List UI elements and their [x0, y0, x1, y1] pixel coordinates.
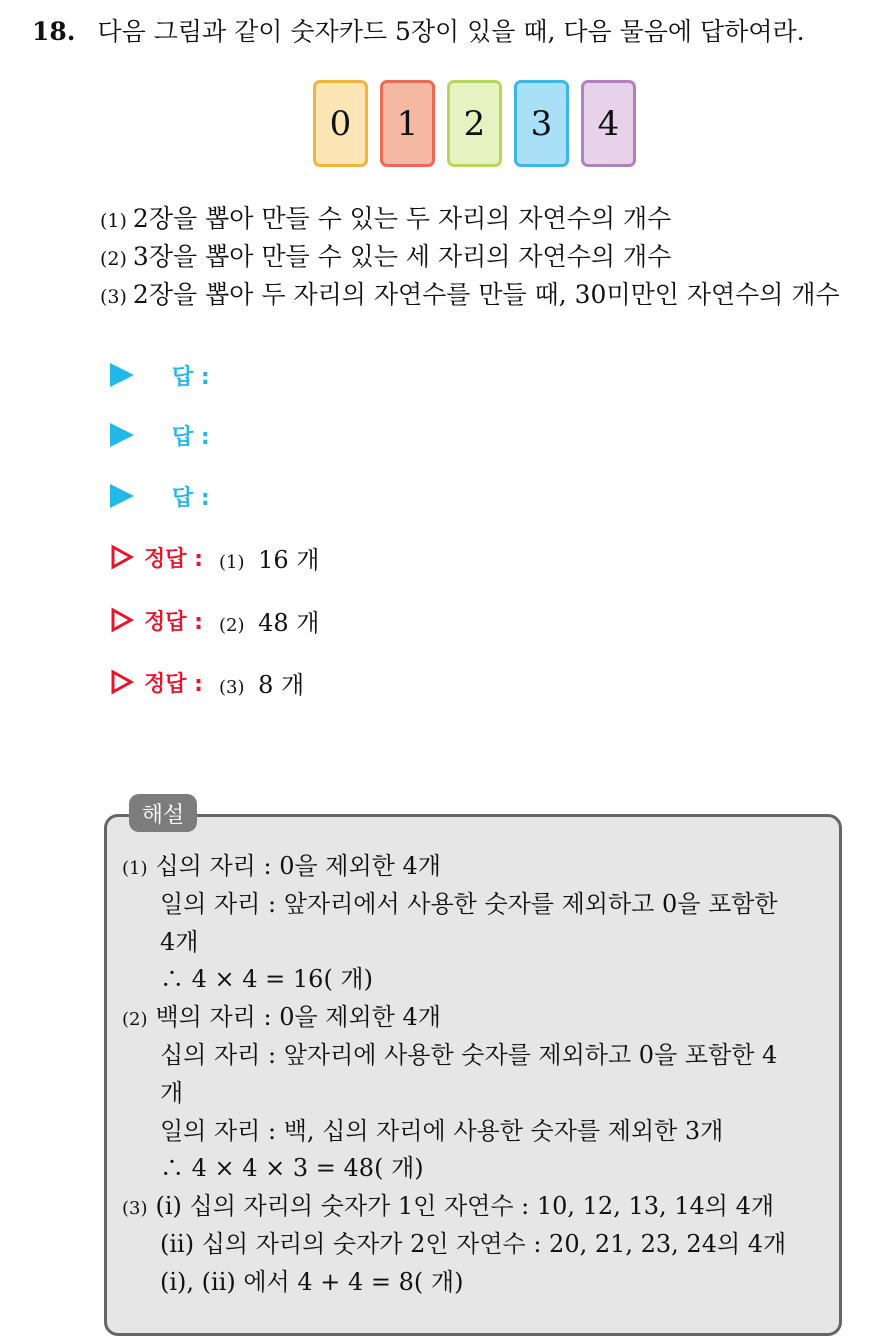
problem-prompt: 다음 그림과 같이 숫자카드 5장이 있을 때, 다음 물음에 답하여라. [97, 17, 805, 46]
outline-triangle-icon [110, 607, 134, 633]
play-triangle-icon [110, 363, 134, 387]
answer-key-label: 정답 : [144, 546, 203, 572]
answer-key-3 [110, 662, 304, 702]
play-triangle-icon [110, 423, 134, 447]
answer-key-label: 정답 : [144, 609, 203, 635]
explanation-line: 4개 [160, 927, 199, 956]
explanation-line: ∴ 4 × 4 × 3 = 48( 개) [160, 1154, 424, 1183]
explanation-line: ∴ 4 × 4 = 16( 개) [160, 965, 373, 994]
problem-number: 18. [32, 17, 76, 46]
explanation-line: (2) 백의 자리 : 0을 제외한 4개 [122, 1003, 441, 1032]
explanation-line: 십의 자리 : 앞자리에 사용한 숫자를 제외하고 0을 포함한 4 [160, 1040, 778, 1069]
answer-blank-2[interactable] [110, 415, 210, 455]
number-card-3: 3 [514, 80, 569, 167]
answer-key-value: (2) 48 개 [218, 608, 320, 637]
number-card-4: 4 [581, 80, 636, 167]
answer-blank-1[interactable] [110, 355, 210, 395]
outline-triangle-icon [110, 544, 134, 570]
number-cards [313, 80, 636, 167]
question-item: (3) 2장을 뽑아 두 자리의 자연수를 만들 때, 30미만인 자연수의 개수 [100, 280, 840, 309]
answer-blank-3[interactable] [110, 476, 210, 516]
number-card-1: 1 [380, 80, 435, 167]
answer-key-value: (1) 16 개 [218, 545, 320, 574]
explanation-line: (3) (i) 십의 자리의 숫자가 1인 자연수 : 10, 12, 13, 14의 4개 [122, 1192, 775, 1221]
number-card-0: 0 [313, 80, 368, 167]
answer-label: 답 : [172, 364, 210, 390]
answer-key-1 [110, 537, 319, 577]
explanation-line: (ii) 십의 자리의 숫자가 2인 자연수 : 20, 21, 23, 24의 4개 [160, 1229, 787, 1258]
play-triangle-icon [110, 484, 134, 508]
explanation-tag: 해설 [129, 794, 197, 832]
explanation-lines [122, 848, 786, 1302]
question-item: (2) 3장을 뽑아 만들 수 있는 세 자리의 자연수의 개수 [100, 242, 672, 271]
number-card-2: 2 [447, 80, 502, 167]
explanation-line: 개 [160, 1078, 184, 1107]
explanation-line: 일의 자리 : 백, 십의 자리에 사용한 숫자를 제외한 3개 [160, 1116, 724, 1145]
answer-key-value: (3) 8 개 [218, 670, 305, 699]
explanation-line: 일의 자리 : 앞자리에서 사용한 숫자를 제외하고 0을 포함한 [160, 889, 778, 918]
explanation-line: (i), (ii) 에서 4 + 4 = 8( 개) [160, 1267, 464, 1296]
answer-key-2 [110, 600, 319, 640]
outline-triangle-icon [110, 669, 134, 695]
sub-questions [100, 200, 840, 314]
answer-key-label: 정답 : [144, 671, 203, 697]
question-item: (1) 2장을 뽑아 만들 수 있는 두 자리의 자연수의 개수 [100, 204, 672, 233]
answer-label: 답 : [172, 485, 210, 511]
answer-label: 답 : [172, 424, 210, 450]
explanation-line: (1) 십의 자리 : 0을 제외한 4개 [122, 852, 441, 880]
problem-header [32, 12, 805, 48]
